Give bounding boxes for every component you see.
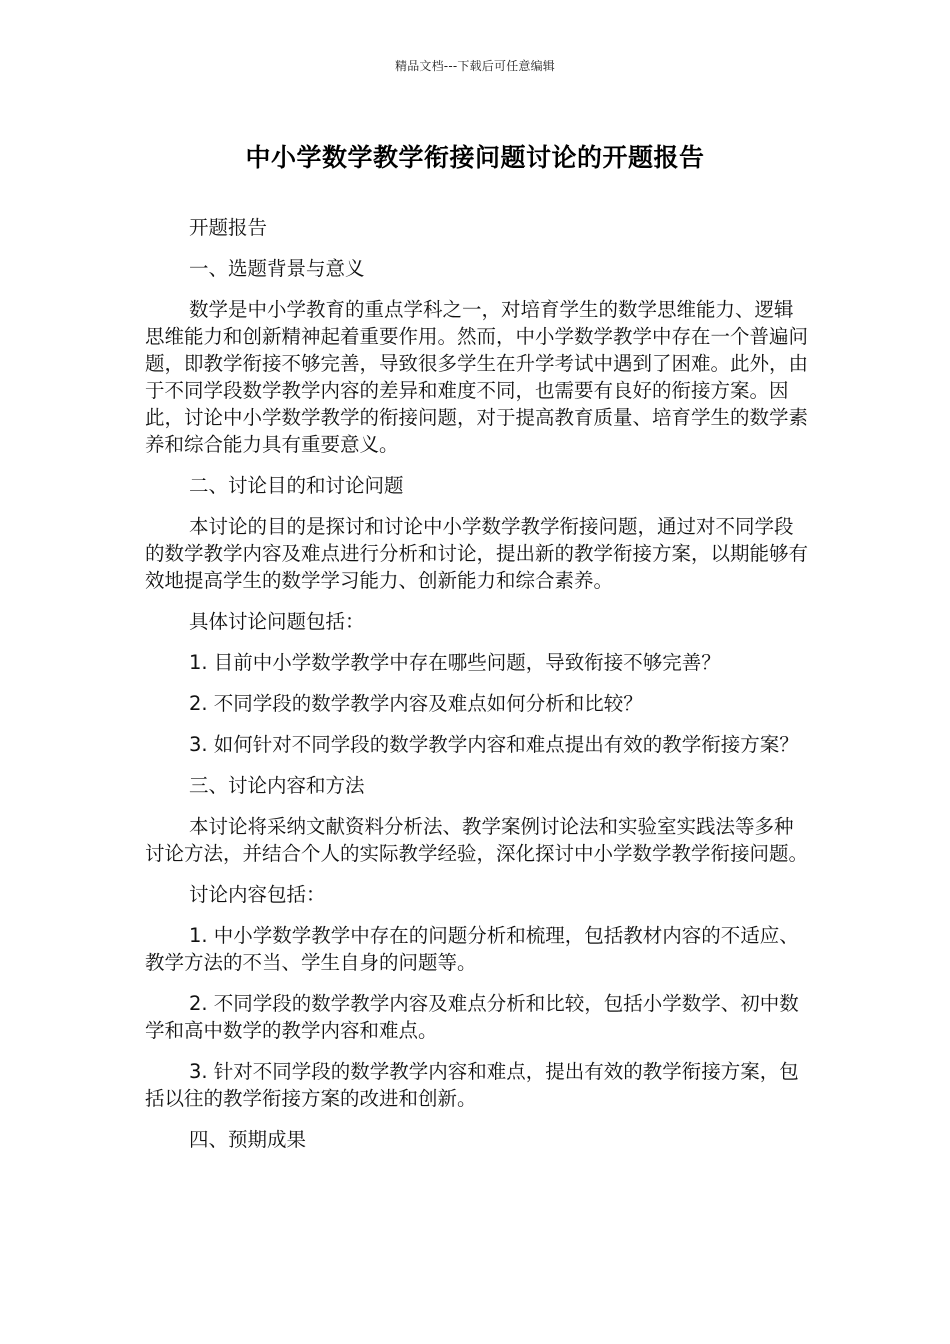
paragraph-background: 数学是中小学教育的重点学科之一，对培育学生的数学思维能力、逻辑思维能力和创新精神起着重要作用。然而，中小学数学教学中存在一个普遍问题，即教学衔接不够完善，导致很多学生在升学考试中遇到了困难。此外，由于不同学段数学教学内容的差异和难度不同，也需要有良好的衔接方案。因此，讨论中小学数学教学的衔接问题，对于提高教育质量、培育学生的数学素养和综合能力具有重要意义。 [145,298,809,456]
list-item-content-1: 1. 中小学数学教学中存在的问题分析和梳理，包括教材内容的不适应、教学方法的不当、学生自身的问题等。 [145,924,799,974]
paragraph-purpose: 本讨论的目的是探讨和讨论中小学数学教学衔接问题，通过对不同学段的数学教学内容及难点进行分析和讨论，提出新的教学衔接方案，以期能够有效地提高学生的数学学习能力、创新能力和综合素养。 [145,515,809,592]
list-item-question-2: 2. 不同学段的数学教学内容及难点如何分析和比较？ [189,692,643,715]
section-heading-expected-results: 四、预期成果 [189,1128,307,1151]
section-heading-content-method: 三、讨论内容和方法 [189,774,365,797]
paragraph-content-intro: 讨论内容包括： [189,883,326,906]
list-item-content-3: 3. 针对不同学段的数学教学内容和难点，提出有效的教学衔接方案，包括以往的教学衔接方案的改进和创新。 [145,1060,799,1110]
document-body [145,214,809,1167]
paragraph-questions-intro: 具体讨论问题包括： [189,610,365,633]
header-watermark: 精品文档---下载后可任意编辑 [395,59,555,73]
list-item-question-1: 1. 目前中小学数学教学中存在哪些问题，导致衔接不够完善？ [189,651,721,674]
list-item-question-3: 3. 如何针对不同学段的数学教学内容和难点提出有效的教学衔接方案？ [189,733,799,756]
list-item-content-2: 2. 不同学段的数学教学内容及难点分析和比较，包括小学数学、初中数学和高中数学的教学内容和难点。 [145,992,799,1042]
paragraph-report-label: 开题报告 [189,216,268,239]
paragraph-method: 本讨论将采纳文献资料分析法、教学案例讨论法和实验室实践法等多种讨论方法，并结合个人的实际教学经验，深化探讨中小学数学教学衔接问题。 [145,815,809,865]
section-heading-purpose: 二、讨论目的和讨论问题 [189,474,404,497]
document-title: 中小学数学教学衔接问题讨论的开题报告 [245,143,705,172]
section-heading-background: 一、选题背景与意义 [189,257,365,280]
